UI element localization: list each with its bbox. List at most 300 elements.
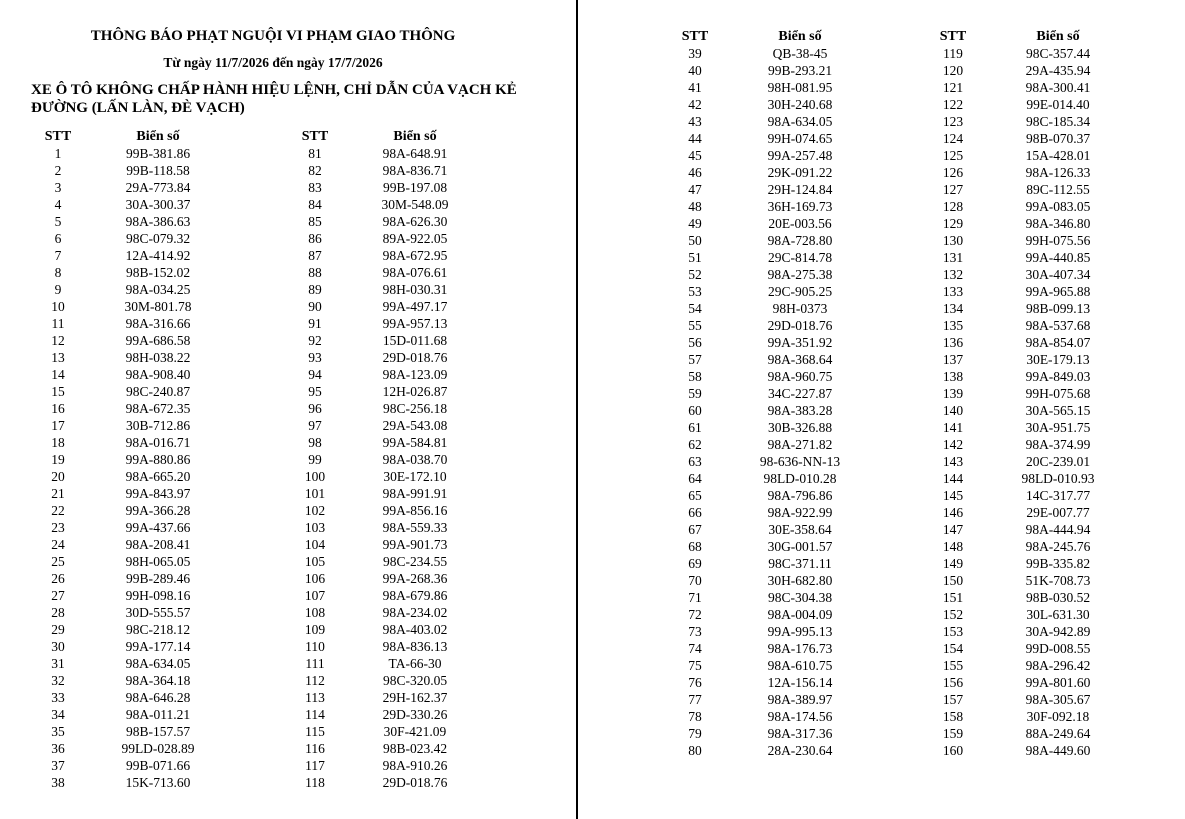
plate-cell: 12A-414.92	[125, 248, 191, 263]
plate-cell: 30F-421.09	[383, 724, 447, 739]
stt-header: STT	[681, 29, 709, 44]
plate-cell: 99H-098.16	[125, 588, 191, 603]
plate-cell: 98A-374.99	[1025, 437, 1091, 452]
plate-cell: 99A-957.13	[382, 316, 448, 331]
table-row	[665, 521, 885, 538]
table-row	[665, 691, 885, 708]
table-column-3	[665, 28, 885, 759]
plate-cell: 98-636-NN-13	[759, 454, 841, 469]
table-row	[28, 689, 238, 706]
plate-cell: TA-66-30	[388, 656, 442, 671]
stt-cell: 96	[308, 401, 322, 416]
plate-cell: 99A-440.85	[1025, 250, 1091, 265]
table-row	[28, 502, 238, 519]
plate-cell: 98A-836.13	[382, 639, 448, 654]
stt-cell: 114	[305, 707, 325, 722]
stt-cell: 67	[688, 522, 702, 537]
table-column-1	[28, 128, 238, 791]
stt-cell: 11	[51, 316, 65, 331]
table-header-row	[28, 128, 238, 145]
plate-cell: 29C-814.78	[767, 250, 833, 265]
table-row	[28, 604, 238, 621]
date-range: Từ ngày 11/7/2026 đến ngày 17/7/2026	[163, 55, 383, 70]
stt-cell: 20	[51, 469, 65, 484]
table-row	[285, 689, 495, 706]
stt-cell: 151	[942, 590, 964, 605]
plate-cell: 30A-300.37	[125, 197, 191, 212]
stt-cell: 133	[942, 284, 964, 299]
plate-cell: 15A-428.01	[1025, 148, 1091, 163]
stt-cell: 10	[51, 299, 65, 314]
table-row	[665, 402, 885, 419]
plate-cell: 98H-038.22	[125, 350, 191, 365]
table-row	[923, 232, 1143, 249]
plate-cell: 30G-001.57	[767, 539, 833, 554]
plate-cell: 98A-559.33	[382, 520, 448, 535]
plate-cell: 98B-157.57	[125, 724, 191, 739]
stt-cell: 12	[51, 333, 65, 348]
table-row	[923, 487, 1143, 504]
stt-cell: 30	[51, 639, 65, 654]
stt-cell: 57	[688, 352, 702, 367]
plate-cell: 89C-112.55	[1026, 182, 1090, 197]
plate-cell: 99A-083.05	[1025, 199, 1091, 214]
stt-cell: 125	[942, 148, 964, 163]
plate-cell: 98B-099.13	[1025, 301, 1091, 316]
plate-cell: 99B-381.86	[125, 146, 191, 161]
table-row	[923, 453, 1143, 470]
stt-cell: 122	[942, 97, 964, 112]
table-row	[923, 708, 1143, 725]
plate-cell: 30A-942.89	[1025, 624, 1091, 639]
plate-cell: 98A-305.67	[1025, 692, 1091, 707]
plate-cell: 98A-672.35	[125, 401, 191, 416]
table-row	[665, 62, 885, 79]
table-header-row	[923, 28, 1143, 45]
table-row	[923, 334, 1143, 351]
plate-cell: 29C-905.25	[767, 284, 833, 299]
plate-cell: 98A-648.91	[382, 146, 448, 161]
stt-cell: 145	[942, 488, 964, 503]
stt-cell: 24	[51, 537, 65, 552]
stt-cell: 40	[688, 63, 702, 78]
plate-cell: 30E-172.10	[383, 469, 447, 484]
table-row	[665, 742, 885, 759]
stt-cell: 59	[688, 386, 702, 401]
plate-cell: 29A-773.84	[125, 180, 191, 195]
plate-cell: 15K-713.60	[125, 775, 191, 790]
plate-cell: 98C-185.34	[1025, 114, 1091, 129]
table-row	[28, 162, 238, 179]
stt-cell: 141	[942, 420, 964, 435]
table-row	[665, 351, 885, 368]
stt-cell: 131	[942, 250, 964, 265]
stt-cell: 86	[308, 231, 322, 246]
table-row	[28, 366, 238, 383]
table-row	[285, 672, 495, 689]
stt-cell: 97	[308, 418, 322, 433]
stt-cell: 124	[942, 131, 964, 146]
plate-cell: 29D-330.26	[382, 707, 448, 722]
plate-cell: 99A-497.17	[382, 299, 448, 314]
plate-cell: 98C-218.12	[125, 622, 191, 637]
stt-cell: 22	[51, 503, 65, 518]
stt-cell: 65	[688, 488, 702, 503]
stt-cell: 91	[308, 316, 322, 331]
stt-cell: 156	[942, 675, 964, 690]
table-row	[665, 674, 885, 691]
stt-cell: 147	[942, 522, 964, 537]
plate-cell: 36H-169.73	[767, 199, 833, 214]
plate-cell: 30F-092.18	[1026, 709, 1090, 724]
stt-header: STT	[44, 129, 72, 144]
plate-cell: 98A-728.80	[767, 233, 833, 248]
stt-cell: 92	[308, 333, 322, 348]
plate-cell: QB-38-45	[772, 46, 828, 61]
stt-cell: 29	[51, 622, 65, 637]
table-row	[665, 317, 885, 334]
stt-cell: 123	[942, 114, 964, 129]
stt-cell: 136	[942, 335, 964, 350]
stt-cell: 23	[51, 520, 65, 535]
table-row	[665, 232, 885, 249]
plate-cell: 29K-091.22	[767, 165, 833, 180]
stt-cell: 64	[688, 471, 702, 486]
plate-cell: 30H-682.80	[767, 573, 833, 588]
table-row	[285, 774, 495, 791]
plate-cell: 15D-011.68	[382, 333, 448, 348]
plate-cell: 51K-708.73	[1025, 573, 1091, 588]
plate-cell: 28A-230.64	[767, 743, 833, 758]
table-row	[28, 264, 238, 281]
plate-cell: 99A-437.66	[125, 520, 191, 535]
document-title: THÔNG BÁO PHẠT NGUỘI VI PHẠM GIAO THÔNG	[90, 28, 456, 44]
plate-cell: 30B-712.86	[125, 418, 191, 433]
table-row	[285, 536, 495, 553]
plate-cell: 99A-177.14	[125, 639, 191, 654]
stt-cell: 112	[305, 673, 325, 688]
plate-cell: 29D-018.76	[382, 775, 448, 790]
table-row	[28, 451, 238, 468]
stt-cell: 87	[308, 248, 322, 263]
plate-cell: 98A-389.97	[767, 692, 833, 707]
stt-cell: 73	[688, 624, 702, 639]
plate-cell: 29D-018.76	[382, 350, 448, 365]
table-row	[665, 300, 885, 317]
table-row	[285, 298, 495, 315]
table-row	[285, 230, 495, 247]
table-row	[285, 213, 495, 230]
stt-cell: 102	[304, 503, 326, 518]
plate-cell: 98A-234.02	[382, 605, 448, 620]
stt-cell: 49	[688, 216, 702, 231]
table-row	[285, 247, 495, 264]
plate-cell: 98H-030.31	[382, 282, 448, 297]
plate-cell: 99E-014.40	[1026, 97, 1090, 112]
table-row	[28, 485, 238, 502]
table-row	[28, 417, 238, 434]
plate-cell: 29A-543.08	[382, 418, 448, 433]
stt-cell: 27	[51, 588, 65, 603]
plate-cell: 99B-335.82	[1025, 556, 1091, 571]
stt-cell: 120	[942, 63, 964, 78]
table-row	[923, 368, 1143, 385]
plate-cell: 98B-030.52	[1025, 590, 1091, 605]
table-row	[665, 606, 885, 623]
table-row	[285, 366, 495, 383]
plate-cell: 98B-023.42	[382, 741, 448, 756]
plate-cell: 98A-679.86	[382, 588, 448, 603]
plate-cell: 98A-275.38	[767, 267, 833, 282]
plate-cell: 99A-843.97	[125, 486, 191, 501]
table-row	[923, 300, 1143, 317]
table-row	[285, 349, 495, 366]
plate-cell: 29H-124.84	[767, 182, 833, 197]
stt-cell: 119	[943, 46, 963, 61]
table-row	[665, 708, 885, 725]
plate-cell: 29E-007.77	[1026, 505, 1090, 520]
table-row	[923, 317, 1143, 334]
stt-cell: 48	[688, 199, 702, 214]
table-column-4	[923, 28, 1143, 759]
stt-cell: 84	[308, 197, 322, 212]
plate-cell: 99D-008.55	[1025, 641, 1091, 656]
table-row	[28, 196, 238, 213]
table-row	[665, 538, 885, 555]
plate-cell: 98A-038.70	[382, 452, 448, 467]
table-row	[285, 502, 495, 519]
table-row	[28, 332, 238, 349]
stt-cell: 101	[304, 486, 326, 501]
stt-cell: 117	[305, 758, 325, 773]
plate-cell: 98A-836.71	[382, 163, 448, 178]
plate-cell: 98A-386.63	[125, 214, 191, 229]
table-row	[665, 198, 885, 215]
table-row	[923, 589, 1143, 606]
plate-cell: 98B-070.37	[1025, 131, 1091, 146]
table-row	[28, 638, 238, 655]
plate-cell: 99H-075.68	[1025, 386, 1091, 401]
table-row	[923, 130, 1143, 147]
plate-cell: 98A-537.68	[1025, 318, 1091, 333]
plate-cell: 98C-304.38	[767, 590, 833, 605]
table-row	[28, 349, 238, 366]
stt-cell: 3	[54, 180, 62, 195]
table-row	[28, 655, 238, 672]
plate-cell: 98A-796.86	[767, 488, 833, 503]
stt-cell: 152	[942, 607, 964, 622]
plate-cell: 30D-555.57	[125, 605, 191, 620]
stt-cell: 80	[688, 743, 702, 758]
violation-heading: XE Ô TÔ KHÔNG CHẤP HÀNH HIỆU LỆNH, CHỈ DẪN CỦA VẠCH KẺ ĐƯỜNG (LẤN LÀN, ĐÈ VẠCH)	[31, 82, 517, 116]
stt-cell: 16	[51, 401, 65, 416]
stt-cell: 19	[51, 452, 65, 467]
stt-cell: 99	[308, 452, 322, 467]
table-row	[923, 470, 1143, 487]
table-row	[923, 725, 1143, 742]
stt-cell: 110	[305, 639, 325, 654]
stt-cell: 106	[304, 571, 326, 586]
table-row	[923, 283, 1143, 300]
table-row	[923, 62, 1143, 79]
stt-cell: 108	[304, 605, 326, 620]
table-row	[28, 723, 238, 740]
plate-cell: 98A-296.42	[1025, 658, 1091, 673]
table-row	[28, 247, 238, 264]
stt-cell: 39	[688, 46, 702, 61]
table-row	[28, 434, 238, 451]
table-row	[665, 79, 885, 96]
stt-cell: 9	[54, 282, 62, 297]
table-row	[665, 113, 885, 130]
stt-cell: 37	[51, 758, 65, 773]
table-row	[285, 706, 495, 723]
table-row	[28, 400, 238, 417]
plate-cell: 99A-856.16	[382, 503, 448, 518]
stt-cell: 88	[308, 265, 322, 280]
stt-cell: 60	[688, 403, 702, 418]
stt-cell: 116	[305, 741, 325, 756]
stt-cell: 107	[304, 588, 326, 603]
stt-cell: 98	[308, 435, 322, 450]
plate-cell: 30L-631.30	[1026, 607, 1090, 622]
table-row	[665, 453, 885, 470]
plate-cell: 98C-079.32	[125, 231, 191, 246]
plate-cell: 98C-371.11	[768, 556, 832, 571]
stt-cell: 74	[688, 641, 702, 656]
stt-cell: 143	[942, 454, 964, 469]
stt-cell: 154	[942, 641, 964, 656]
stt-cell: 81	[308, 146, 322, 161]
plate-cell: 98A-383.28	[767, 403, 833, 418]
plate-cell: 99A-849.03	[1025, 369, 1091, 384]
plate-cell: 98A-176.73	[767, 641, 833, 656]
stt-cell: 69	[688, 556, 702, 571]
table-row	[665, 283, 885, 300]
plate-cell: 30E-358.64	[768, 522, 832, 537]
stt-cell: 94	[308, 367, 322, 382]
plate-cell: 99B-071.66	[125, 758, 191, 773]
stt-cell: 100	[304, 469, 326, 484]
stt-cell: 135	[942, 318, 964, 333]
plate-cell: 20C-239.01	[1025, 454, 1091, 469]
stt-cell: 130	[942, 233, 964, 248]
plate-cell: 30A-565.15	[1025, 403, 1091, 418]
stt-cell: 42	[688, 97, 702, 112]
stt-cell: 139	[942, 386, 964, 401]
table-row	[28, 740, 238, 757]
plate-cell: 98C-234.55	[382, 554, 448, 569]
stt-cell: 75	[688, 658, 702, 673]
table-row	[923, 606, 1143, 623]
plate-cell: 98A-245.76	[1025, 539, 1091, 554]
stt-cell: 51	[688, 250, 702, 265]
plate-cell: 30B-326.88	[767, 420, 833, 435]
table-row	[923, 640, 1143, 657]
stt-cell: 83	[308, 180, 322, 195]
stt-cell: 63	[688, 454, 702, 469]
stt-cell: 129	[942, 216, 964, 231]
table-row	[923, 623, 1143, 640]
plate-cell: 98A-854.07	[1025, 335, 1091, 350]
stt-cell: 47	[688, 182, 702, 197]
plate-cell: 30M-801.78	[124, 299, 192, 314]
plate-cell: 98A-444.94	[1025, 522, 1091, 537]
stt-cell: 38	[51, 775, 65, 790]
plate-cell: 98A-076.61	[382, 265, 448, 280]
table-row	[285, 621, 495, 638]
plate-cell: 29A-435.94	[1025, 63, 1091, 78]
stt-cell: 138	[942, 369, 964, 384]
plate-header: Biển số	[393, 129, 437, 144]
table-row	[665, 623, 885, 640]
plate-cell: 14C-317.77	[1025, 488, 1091, 503]
table-row	[28, 519, 238, 536]
stt-cell: 132	[942, 267, 964, 282]
stt-cell: 103	[304, 520, 326, 535]
table-row	[665, 555, 885, 572]
table-row	[665, 589, 885, 606]
stt-cell: 36	[51, 741, 65, 756]
table-row	[28, 145, 238, 162]
table-row	[285, 179, 495, 196]
plate-cell: 30M-548.09	[381, 197, 449, 212]
stt-cell: 127	[942, 182, 964, 197]
stt-cell: 45	[688, 148, 702, 163]
table-row	[665, 657, 885, 674]
table-row	[28, 315, 238, 332]
stt-cell: 118	[305, 775, 325, 790]
stt-cell: 90	[308, 299, 322, 314]
plate-cell: 99A-686.58	[125, 333, 191, 348]
stt-cell: 2	[54, 163, 62, 178]
table-row	[923, 402, 1143, 419]
table-row	[28, 179, 238, 196]
stt-cell: 78	[688, 709, 702, 724]
plate-cell: 98A-271.82	[767, 437, 833, 452]
table-row	[285, 723, 495, 740]
table-row	[923, 572, 1143, 589]
table-row	[923, 385, 1143, 402]
plate-cell: 12A-156.14	[767, 675, 833, 690]
stt-cell: 35	[51, 724, 65, 739]
table-row	[923, 164, 1143, 181]
table-row	[285, 162, 495, 179]
table-row	[28, 757, 238, 774]
table-row	[923, 657, 1143, 674]
table-row	[923, 215, 1143, 232]
plate-cell: 98A-646.28	[125, 690, 191, 705]
stt-cell: 68	[688, 539, 702, 554]
plate-header: Biển số	[778, 29, 822, 44]
plate-cell: 98B-152.02	[125, 265, 191, 280]
plate-cell: 99A-268.36	[382, 571, 448, 586]
stt-cell: 150	[942, 573, 964, 588]
plate-cell: 98A-449.60	[1025, 743, 1091, 758]
stt-cell: 28	[51, 605, 65, 620]
table-row	[923, 674, 1143, 691]
plate-cell: 12H-026.87	[382, 384, 448, 399]
table-row	[28, 468, 238, 485]
table-row	[923, 351, 1143, 368]
stt-cell: 41	[688, 80, 702, 95]
table-row	[285, 315, 495, 332]
table-row	[285, 332, 495, 349]
table-row	[28, 672, 238, 689]
table-row	[28, 230, 238, 247]
table-row	[923, 96, 1143, 113]
table-row	[285, 485, 495, 502]
